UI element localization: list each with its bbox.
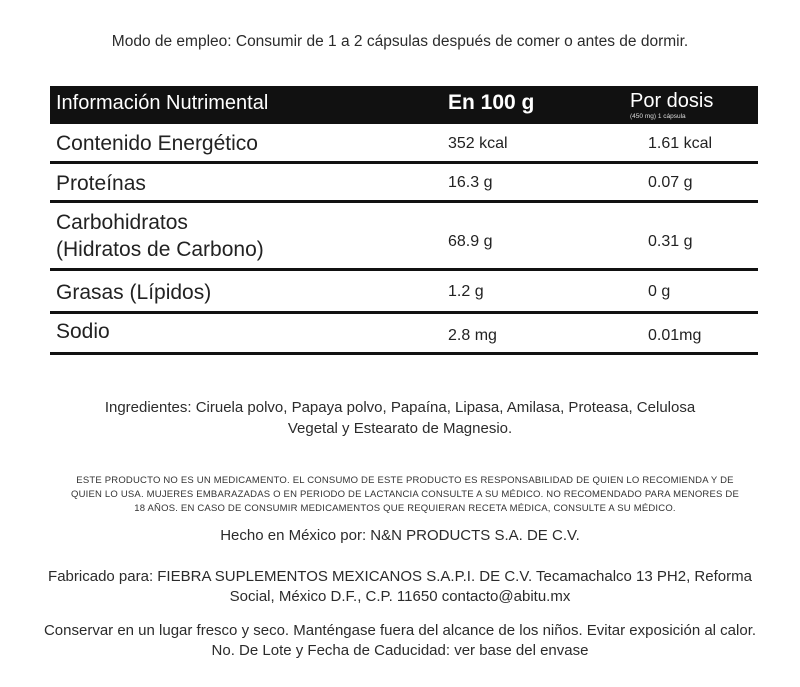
row-label: Proteínas [56,172,146,195]
header-label: Información Nutrimental [56,92,269,114]
header-per-100g: En 100 g [448,91,535,114]
row-label: Grasas (Lípidos) [56,281,212,304]
nutrition-table-header [50,86,758,124]
storage-line1: Conservar en un lugar fresco y seco. Manténgase fuera del alcance de los niños. Evitar exposición al calor. [43,622,757,639]
made-in: Hecho en México por: N&N PRODUCTS S.A. DE C.V. [220,527,580,544]
storage-line2: No. De Lote y Fecha de Caducidad: ver base del envase [211,642,589,659]
legal-warning [60,474,750,516]
nutrition-row-energy [50,124,758,164]
warning-line1: ESTE PRODUCTO NO ES UN MEDICAMENTO. EL CONSUMO DE ESTE PRODUCTO ES RESPONSABILIDAD DE QUIEN LO RECOMIENDA Y DE [76,475,734,486]
ingredients-line2: Vegetal y Estearato de Magnesio. [287,420,513,437]
ingredients-line1: Ingredientes: Ciruela polvo, Papaya polvo, Papaína, Lipasa, Amilasa, Proteasa, Celulosa [104,399,696,416]
row-value-dose: 0.01mg [648,327,702,344]
nutrition-row-carbohydrates [50,203,758,271]
nutrition-row-fat [50,271,758,314]
ingredients [0,397,800,439]
header-per-dose: Por dosis [630,90,714,112]
warning-line2: QUIEN LO USA. MUJERES EMBARAZADAS O EN PERIODO DE LACTANCIA CONSULTE A SU MÉDICO. NO RECOMENDADO PARA MENORES DE [71,489,739,500]
row-value-dose: 1.61 kcal [648,135,713,152]
manufactured-for-line1: Fabricado para: FIEBRA SUPLEMENTOS MEXICANOS S.A.P.I. DE C.V. Tecamachalco 13 PH2, Reforma [48,568,752,585]
usage-instructions: Modo de empleo: Consumir de 1 a 2 cápsulas después de comer o antes de dormir. [111,33,689,50]
row-value-100g: 1.2 g [448,283,484,300]
row-label: Contenido Energético [56,132,258,155]
row-label-line2: (Hidratos de Carbono) [56,238,264,261]
row-value-100g: 352 kcal [448,135,508,152]
nutrition-row-protein [50,164,758,203]
row-label: Sodio [56,320,110,343]
manufactured-for-line2: Social, México D.F., C.P. 11650 contacto@abitu.mx [229,588,571,605]
nutrition-row-sodium [50,314,758,355]
storage-instructions [20,621,780,661]
row-label-line1: Carbohidratos [56,211,188,234]
row-value-100g: 2.8 mg [448,327,497,344]
row-value-100g: 68.9 g [448,233,493,250]
warning-line3: 18 AÑOS. EN CASO DE CONSUMIR MEDICAMENTOS QUE REQUIERAN RECETA MÉDICA, CONSULTE A SU MÉDICO. [134,503,676,514]
row-value-100g: 16.3 g [448,174,493,191]
header-per-dose-note: (450 mg) 1 cápsula [630,113,686,120]
manufactured-for [40,567,760,607]
row-value-dose: 0 g [648,283,671,300]
row-value-dose: 0.31 g [648,233,693,250]
row-value-dose: 0.07 g [648,174,693,191]
